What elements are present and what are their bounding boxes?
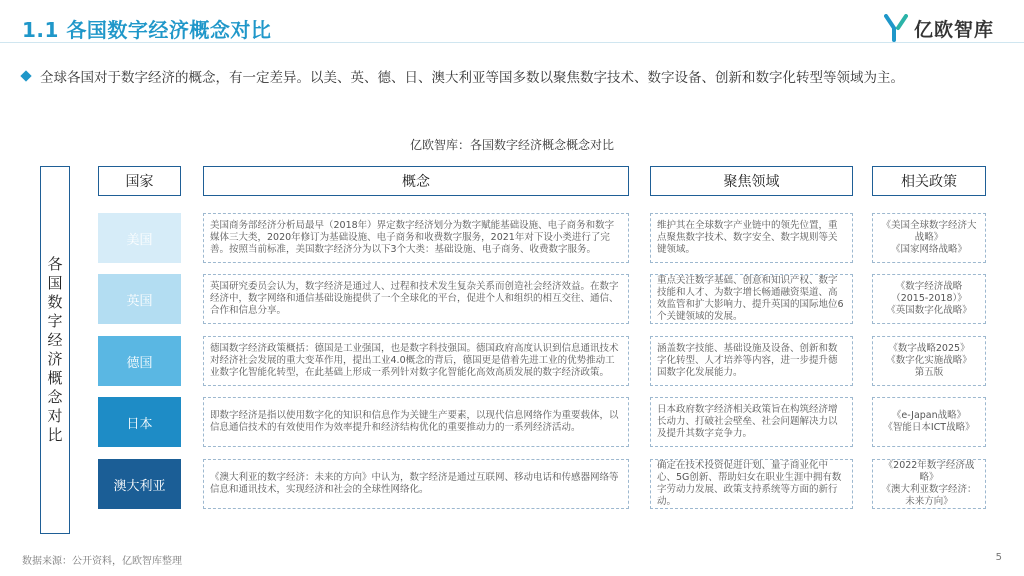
concept-cell: 美国商务部经济分析局最早（2018年）界定数字经济划分为数字赋能基础设施、电子商务和数字媒体三大类，2020年修订为基础设施、电子商务和收费数字服务，2021年对下设小类进行了完善。按照当前标准，美国数字经济分为以下3个大类：基础设施、电子商务、收费数字服务。 — [203, 213, 629, 263]
policy-cell: 《e-Japan战略》 《智能日本ICT战略》 — [872, 397, 986, 447]
focus-cell: 涵盖数字技能、基础设施及设备、创新和数字化转型、人才培养等内容，进一步提升德国数字化发展能力。 — [650, 336, 853, 386]
page-title: 1.1 各国数字经济概念对比 — [22, 18, 272, 42]
intro-line — [22, 66, 904, 86]
policy-cell: 《美国全球数字经济大战略》 《国家网络战略》 — [872, 213, 986, 263]
col-header-focus: 聚焦领域 — [650, 166, 853, 196]
concept-cell: 英国研究委员会认为，数字经济是通过人、过程和技术发生复杂关系而创造社会经济效益。在数字经济中，数字网络和通信基础设施提供了一个全球化的平台，促进个人和组织的相互交往、通信、合作和信息分享。 — [203, 274, 629, 324]
country-cell: 美国 — [98, 213, 181, 263]
diamond-bullet-icon — [20, 70, 31, 81]
concept-cell: 《澳大利亚的数字经济：未来的方向》中认为，数字经济是通过互联网、移动电话和传感器网络等信息和通讯技术，实现经济和社会的全球性网络化。 — [203, 459, 629, 509]
page-number: 5 — [995, 552, 1002, 563]
focus-cell: 确定在技术投资促进计划、量子商业化中心、5G创新、帮助妇女在职业生涯中拥有数字劳动力发展、政策支持系统等方面的新行动。 — [650, 459, 853, 509]
side-label: 各国数字经济概念对比 — [47, 255, 63, 444]
country-cell: 澳大利亚 — [98, 459, 181, 509]
country-cell: 英国 — [98, 274, 181, 324]
focus-cell: 日本政府数字经济相关政策旨在构筑经济增长动力、打破社会壁垒、社会问题解决力以及提升其数字竞争力。 — [650, 397, 853, 447]
country-cell: 日本 — [98, 397, 181, 447]
country-cell: 德国 — [98, 336, 181, 386]
focus-cell: 重点关注数字基础、创意和知识产权、数字技能和人才、为数字增长畅通融资渠道、高效监管和扩大影响力、提升英国的国际地位6个关键领域的发展。 — [650, 274, 853, 324]
col-header-policy: 相关政策 — [872, 166, 986, 196]
side-label-box — [40, 166, 70, 534]
policy-cell: 《数字经济战略（2015-2018）》 《英国数字化战略》 — [872, 274, 986, 324]
yiou-logo-icon — [884, 14, 908, 42]
brand-logo — [884, 14, 994, 42]
policy-cell: 《2022年数字经济战略》 《澳大利亚数字经济：未来方向》 — [872, 459, 986, 509]
logo-text: 亿欧智库 — [913, 18, 994, 41]
title-divider — [0, 42, 1024, 43]
intro-text: 全球各国对于数字经济的概念，有一定差异。以美、英、德、日、澳大利亚等国多数以聚焦数字技术、数字设备、创新和数字化转型等领域为主。 — [40, 70, 904, 86]
concept-cell: 德国数字经济政策概括：德国是工业强国，也是数字科技强国。德国政府高度认识到信息通讯技术对经济社会发展的重大变革作用，提出工业4.0概念的背后，德国更是借着先进工业的优势推动工业数字化智能化转型，在此基础上形成一系列针对数字化智能化高效高质发展的数字经济政策。 — [203, 336, 629, 386]
concept-cell: 即数字经济是指以使用数字化的知识和信息作为关键生产要素，以现代信息网络作为重要载体，以信息通信技术的有效使用作为效率提升和经济结构优化的重要推动力的一系列经济活动。 — [203, 397, 629, 447]
table-title: 亿欧智库：各国数字经济概念概念对比 — [409, 138, 614, 152]
col-header-concept: 概念 — [203, 166, 629, 196]
focus-cell: 维护其在全球数字产业链中的领先位置，重点聚焦数字技术、数字安全、数字规则等关键领域。 — [650, 213, 853, 263]
policy-cell: 《数字战略2025》 《数字化实施战略》 第五版 — [872, 336, 986, 386]
source-note: 数据来源：公开资料，亿欧智库整理 — [22, 556, 182, 567]
col-header-country: 国家 — [98, 166, 181, 196]
